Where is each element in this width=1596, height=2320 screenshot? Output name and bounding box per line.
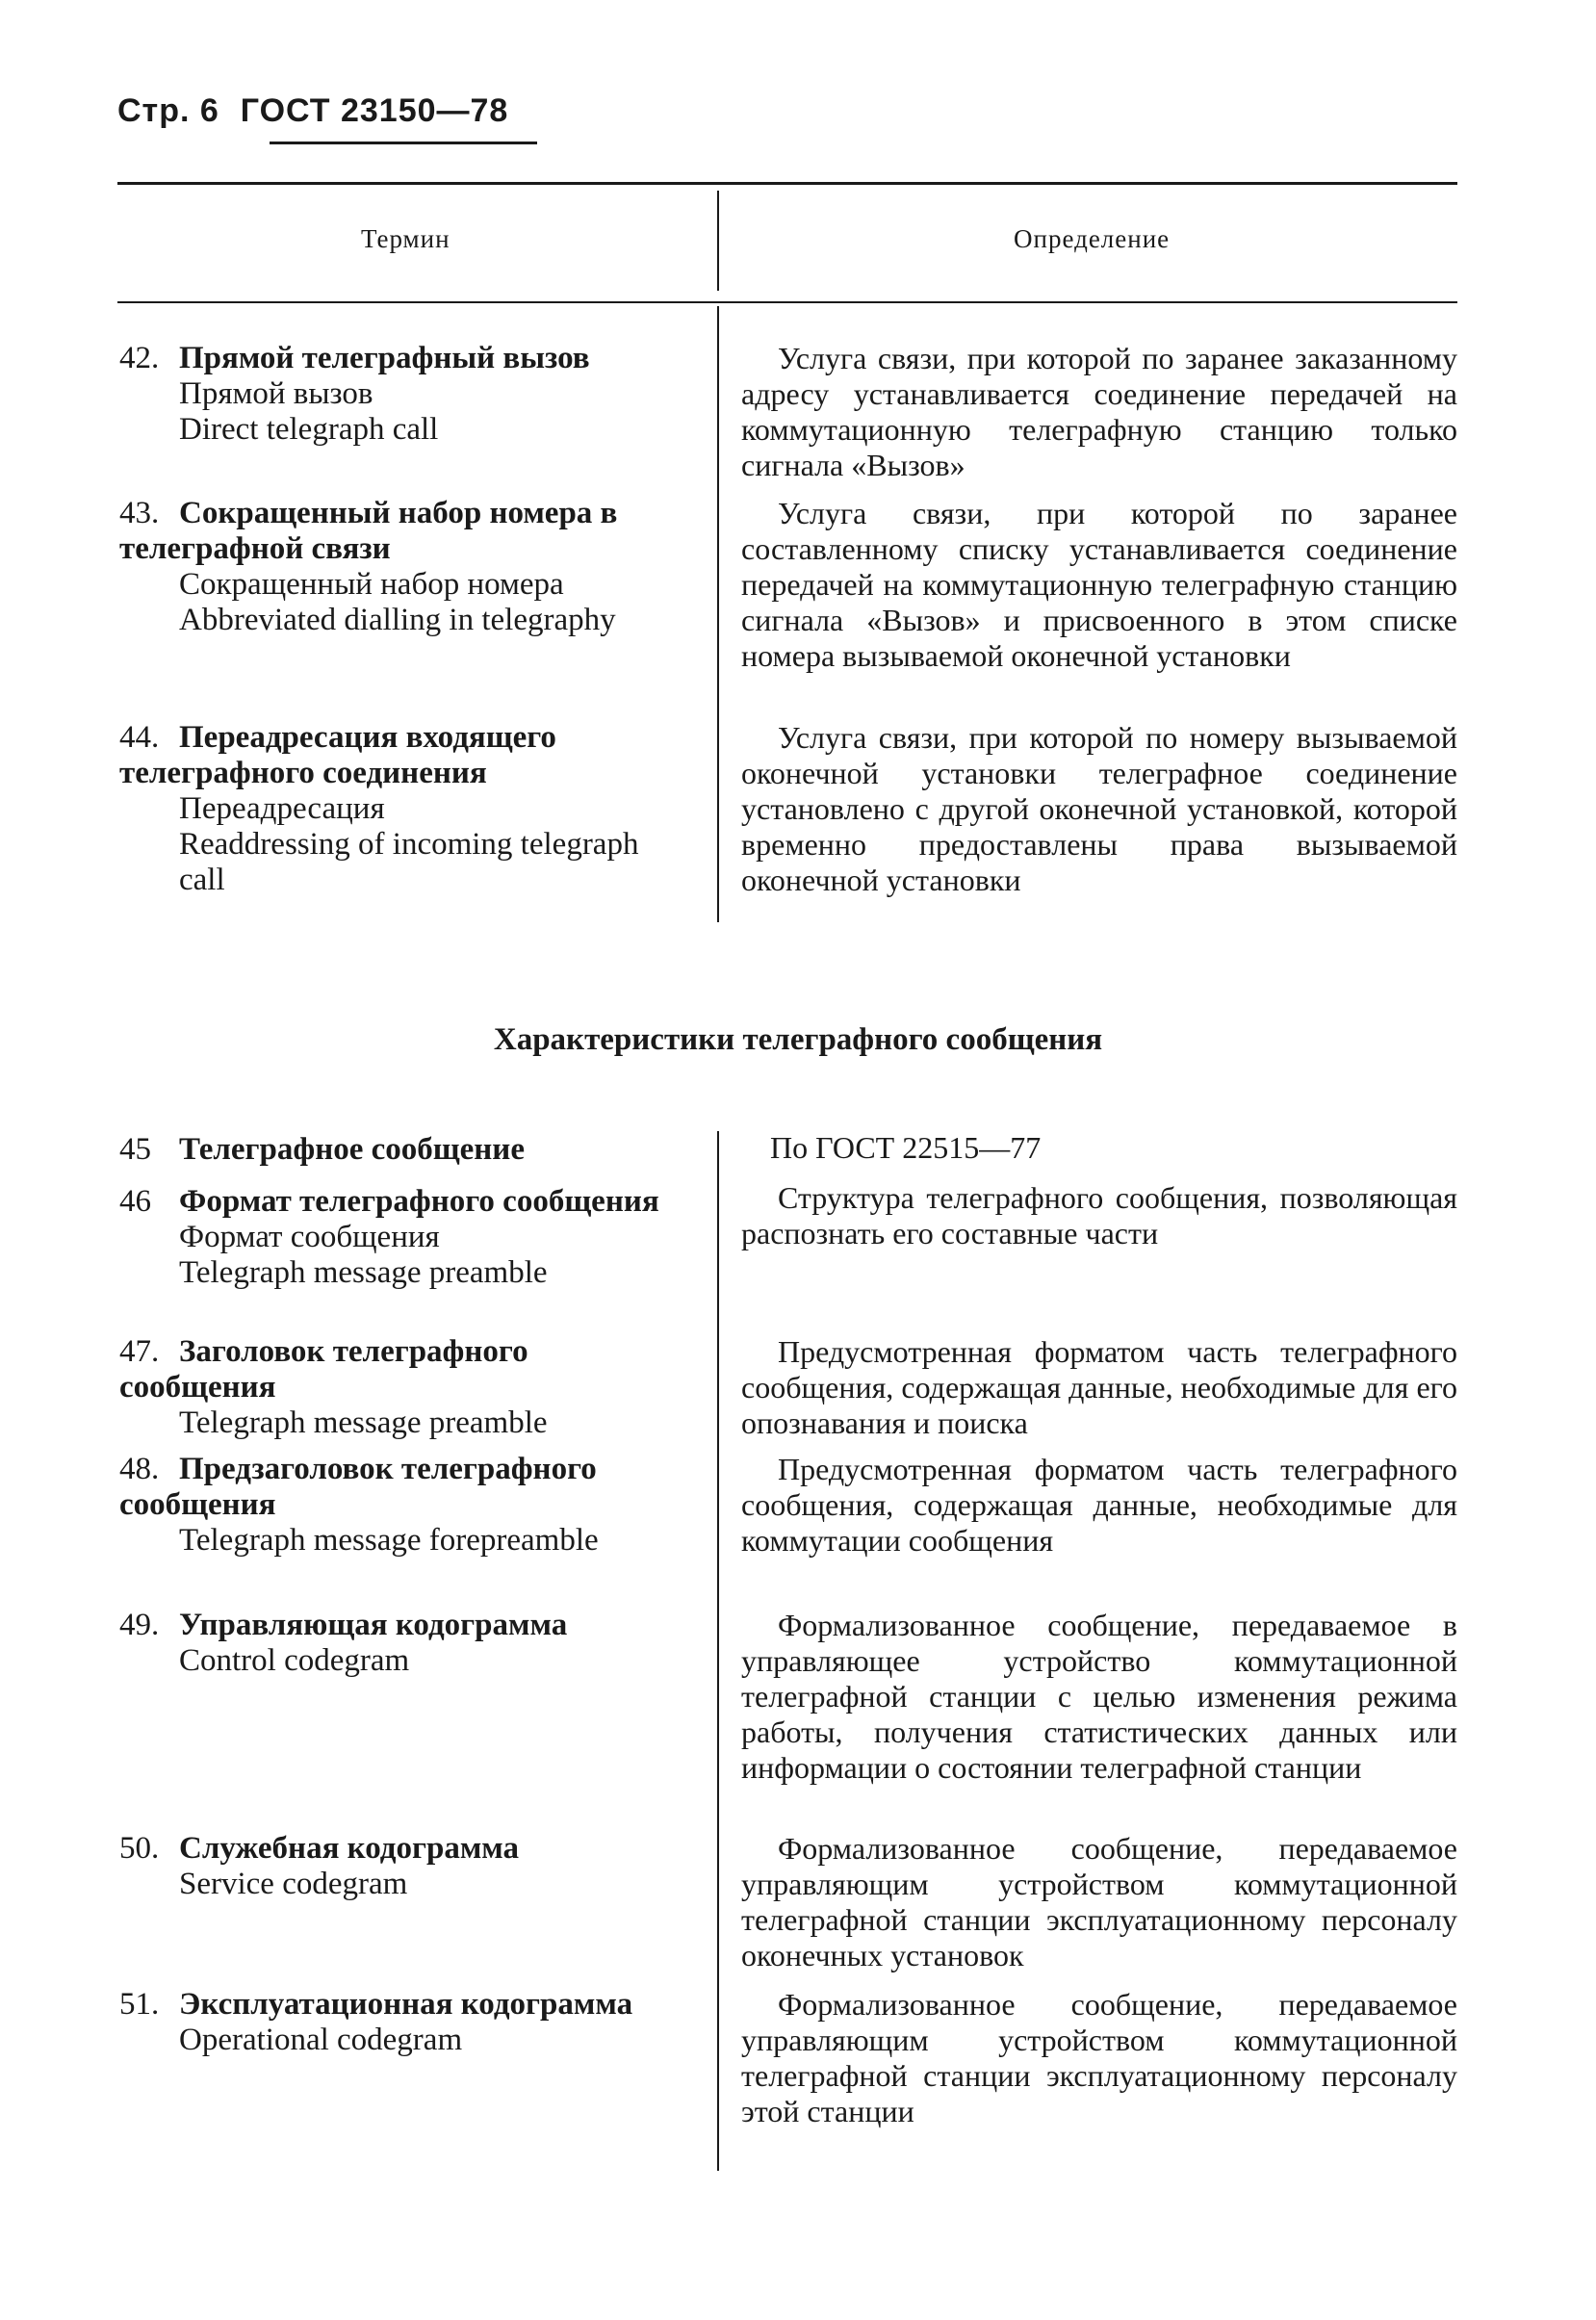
term-name: Телеграфное сообщение	[179, 1132, 525, 1167]
standard-number: ГОСТ 23150—78	[240, 92, 509, 129]
term-synonym: Telegraph message forepreamble	[179, 1523, 599, 1558]
definition-45: По ГОСТ 22515—77	[770, 1130, 1042, 1165]
term-number: 49.	[119, 1608, 160, 1642]
term-entry-44	[119, 720, 678, 898]
definition-47: Предусмотренная форматом часть телеграфного сообщения, содержащая данные, необходимые для его опознавания и поиска	[741, 1334, 1457, 1440]
term-number: 51.	[119, 1987, 160, 2022]
page-header	[117, 92, 508, 130]
term-entry-47	[119, 1334, 678, 1441]
definition-50: Формализованное сообщение, передаваемое управляющим устройством коммутационной телеграфной станции эксплуатационному персоналу оконечных установок	[741, 1831, 1457, 1972]
term-number: 43.	[119, 496, 160, 530]
term-synonym: Прямой вызов	[179, 376, 373, 411]
term-synonym: Operational codegram	[179, 2023, 463, 2057]
section-title: Характеристики телеграфного сообщения	[493, 1022, 1103, 1057]
term-synonym: Direct telegraph call	[179, 412, 439, 447]
term-number: 48.	[119, 1452, 160, 1486]
term-synonym: Сокращенный набор номера	[179, 567, 564, 602]
term-number: 42.	[119, 341, 160, 375]
term-number: 50.	[119, 1831, 160, 1866]
term-name: Сокращенный набор номера в телеграфной связи	[119, 496, 618, 566]
term-name: Прямой телеграфный вызов	[179, 341, 590, 375]
definition-49: Формализованное сообщение, передаваемое в управляющее устройство коммутационной телеграфной станции с целью изменения режима работы, получения статистических данных или информации о состоянии телеграфной станции	[741, 1608, 1457, 1785]
header-underline	[270, 142, 537, 144]
term-number: 44.	[119, 720, 160, 755]
term-entry-49	[119, 1608, 678, 1679]
definition-42: Услуга связи, при которой по заранее заказанному адресу устанавливается соединение передачей на коммутационную телеграфную станцию только сигнала «Вызов»	[741, 341, 1457, 482]
term-entry-48	[119, 1452, 678, 1559]
term-synonym: Readdressing of incoming telegraph call	[179, 827, 639, 897]
term-entry-51	[119, 1987, 678, 2058]
term-entry-45	[119, 1132, 678, 1168]
definition-43: Услуга связи, при которой по заранее составленному списку устанавливается соединение передачей на коммутационную телеграфную станцию сигнала «Вызов» и присвоенного в этом списке номера вызываемой оконечной установки	[741, 496, 1457, 673]
term-synonym: Переадресация	[179, 791, 385, 826]
term-synonym: Формат сообщения	[179, 1220, 440, 1254]
definition-46: Структура телеграфного сообщения, позволяющая распознать его составные части	[741, 1180, 1457, 1250]
definition-51: Формализованное сообщение, передаваемое управляющим устройством коммутационной телеграфной станции эксплуатационному персоналу этой станции	[741, 1987, 1457, 2128]
column-divider-bottom	[717, 1131, 719, 2171]
definition-48: Предусмотренная форматом часть телеграфного сообщения, содержащая данные, необходимые для коммутации сообщения	[741, 1452, 1457, 1558]
table-header-rule	[117, 301, 1457, 303]
term-name: Формат телеграфного сообщения	[179, 1184, 659, 1219]
term-synonym: Service codegram	[179, 1867, 408, 1901]
term-entry-50	[119, 1831, 678, 1902]
term-number: 47.	[119, 1334, 160, 1369]
term-entry-42	[119, 341, 678, 448]
term-synonym: Telegraph message preamble	[179, 1405, 548, 1440]
term-name: Переадресация входящего телеграфного соединения	[119, 720, 556, 790]
term-name: Эксплуатационная кодограмма	[179, 1987, 633, 2022]
term-synonym: Telegraph message preamble	[179, 1255, 548, 1290]
table-top-rule	[117, 182, 1457, 185]
term-name: Заголовок телеграфного сообщения	[119, 1334, 528, 1405]
term-entry-43	[119, 496, 678, 638]
term-synonym: Abbreviated dialling in telegraphy	[179, 603, 616, 637]
term-name: Служебная кодограмма	[179, 1831, 520, 1866]
term-number: 46	[119, 1184, 151, 1219]
definition-44: Услуга связи, при которой по номеру вызываемой оконечной установки телеграфное соединение установлено с другой оконечной установкой, которой временно предоставлены права вызываемой оконечной установки	[741, 720, 1457, 897]
column-divider-top	[717, 306, 719, 922]
term-number: 45	[119, 1132, 151, 1167]
term-entry-46	[119, 1184, 678, 1291]
page-label: Стр. 6	[117, 92, 219, 129]
header-column-divider	[717, 191, 719, 291]
column-header-term: Термин	[361, 224, 450, 253]
column-header-definition: Определение	[1014, 224, 1171, 253]
term-name: Предзаголовок телеграфного сообщения	[119, 1452, 597, 1522]
term-name: Управляющая кодограмма	[179, 1608, 568, 1642]
term-synonym: Control codegram	[179, 1643, 410, 1678]
